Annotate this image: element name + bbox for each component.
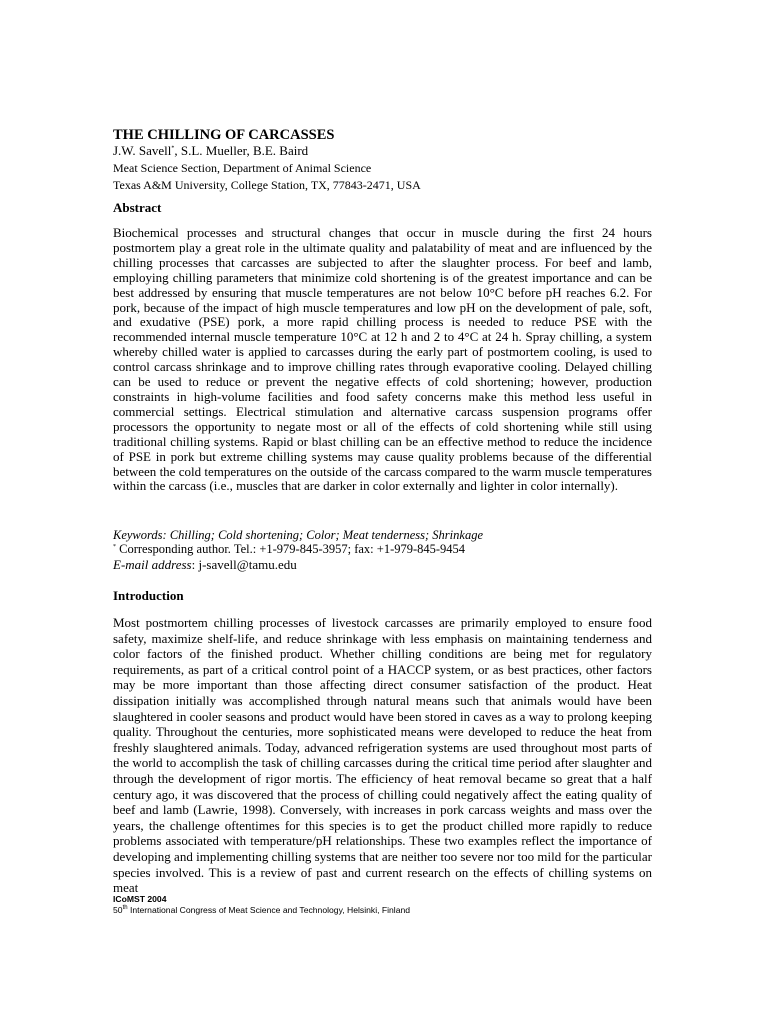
corresponding-note-text: Corresponding author. Tel.: +1-979-845-3957; fax: +1-979-845-9454 — [116, 542, 466, 556]
corresponding-note-mark: * — [113, 543, 116, 550]
abstract-text: Biochemical processes and structural changes that occur in muscle during the first 24 hours postmortem play a great role in the ultimate quality and palatability of meat and are influenced by the chilling processes that carcasses are subjected to after the slaughter process. For beef and lamb, employing chilling parameters that minimize cold shortening is of the greatest importance and can be best addressed by ensuring that muscle temperatures are not below 10°C before pH reaches 6.2. For pork, because of the impact of high muscle temperatures and low pH on the development of pale, soft, and exudative (PSE) pork, a more rapid chilling process is needed to reduce PSE with the recommended internal muscle temperature 10°C at 12 h and 2 to 4°C at 24 h. Spray chilling, a system whereby chilled water is applied to carcasses during the early part of postmortem cooling, is used to control carcass shrinkage and to improve chilling rates through evaporative cooling. Delayed chilling can be used to reduce or prevent the negative effects of cold shortening; however, production constraints in high-volume facilities and food safety concerns make this method less useful in commercial settings. Electrical stimulation and alternative carcass suspension programs offer processors the opportunity to negate most or all of the effects of cold shortening while still using traditional chilling systems. Rapid or blast chilling can be an effective method to reduce the incidence of PSE in pork but extreme chilling systems may cause quality problems because of the differential between the cold temperatures on the outside of the carcass compared to the warm muscle temperatures within the carcass (i.e., muscles that are darker in color externally and lighter in color internally). — [113, 225, 652, 494]
keywords: Keywords: Chilling; Cold shortening; Color; Meat tenderness; Shrinkage — [113, 528, 483, 542]
footer-ordinal: th — [122, 905, 128, 912]
footer-number: 50 — [113, 905, 123, 915]
abstract-heading: Abstract — [113, 200, 162, 215]
introduction-heading: Introduction — [113, 588, 184, 603]
footer-event: International Congress of Meat Science and Technology, Helsinki, Finland — [127, 905, 411, 915]
paper-title: THE CHILLING OF CARCASSES — [113, 127, 335, 143]
corresponding-author-mark: * — [171, 145, 175, 152]
email-label: E-mail address — [113, 557, 192, 572]
page-footer — [113, 894, 410, 916]
first-author: J.W. Savell — [113, 143, 172, 158]
email-line — [113, 557, 652, 573]
author-line — [113, 143, 652, 159]
other-authors: , S.L. Mueller, B.E. Baird — [174, 143, 309, 158]
footer-conference: ICoMST 2004 — [113, 894, 167, 904]
affiliation — [113, 160, 652, 194]
footer-event-line — [113, 905, 410, 916]
affiliation-line: Meat Science Section, Department of Animal Science — [113, 161, 372, 175]
email-address[interactable]: : j-savell@tamu.edu — [191, 557, 297, 572]
introduction-text: Most postmortem chilling processes of livestock carcasses are primarily employed to ensure food safety, maximize shelf-life, and reduce shrinkage with less emphasis on maintaining tenderness and color factors of the finished product. Whether chilling conditions are being met for regulatory requirements, as part of a critical control point of a HACCP system, or as best practices, other factors may be more important than those affecting direct consumer satisfaction of the product. Heat dissipation initially was accomplished through natural means such that animals would have been slaughtered in cooler seasons and product would have been stored in caves as a way to prolong keeping quality. Throughout the centuries, more sophisticated means were developed to reduce the heat from freshly slaughtered animals. Today, advanced refrigeration systems are used throughout most parts of the world to accomplish the task of chilling carcasses during the critical time period after slaughter and through the development of rigor mortis. The efficiency of heat removal became so great that a half century ago, it was discovered that the process of chilling could negatively affect the eating quality of beef and lamb (Lawrie, 1998). Conversely, with increases in pork carcass weights and mass over the years, the challenge oftentimes for this species is to get the product chilled more rapidly to reduce problems associated with temperature/pH relationships. These two examples reflect the importance of developing and implementing chilling systems that are neither too severe nor too mild for the particular species involved. This is a review of past and current research on the effects of chilling systems on meat — [113, 615, 652, 896]
corresponding-author-note — [113, 541, 652, 557]
affiliation-line: Texas A&M University, College Station, TX, 77843-2471, USA — [113, 178, 421, 192]
